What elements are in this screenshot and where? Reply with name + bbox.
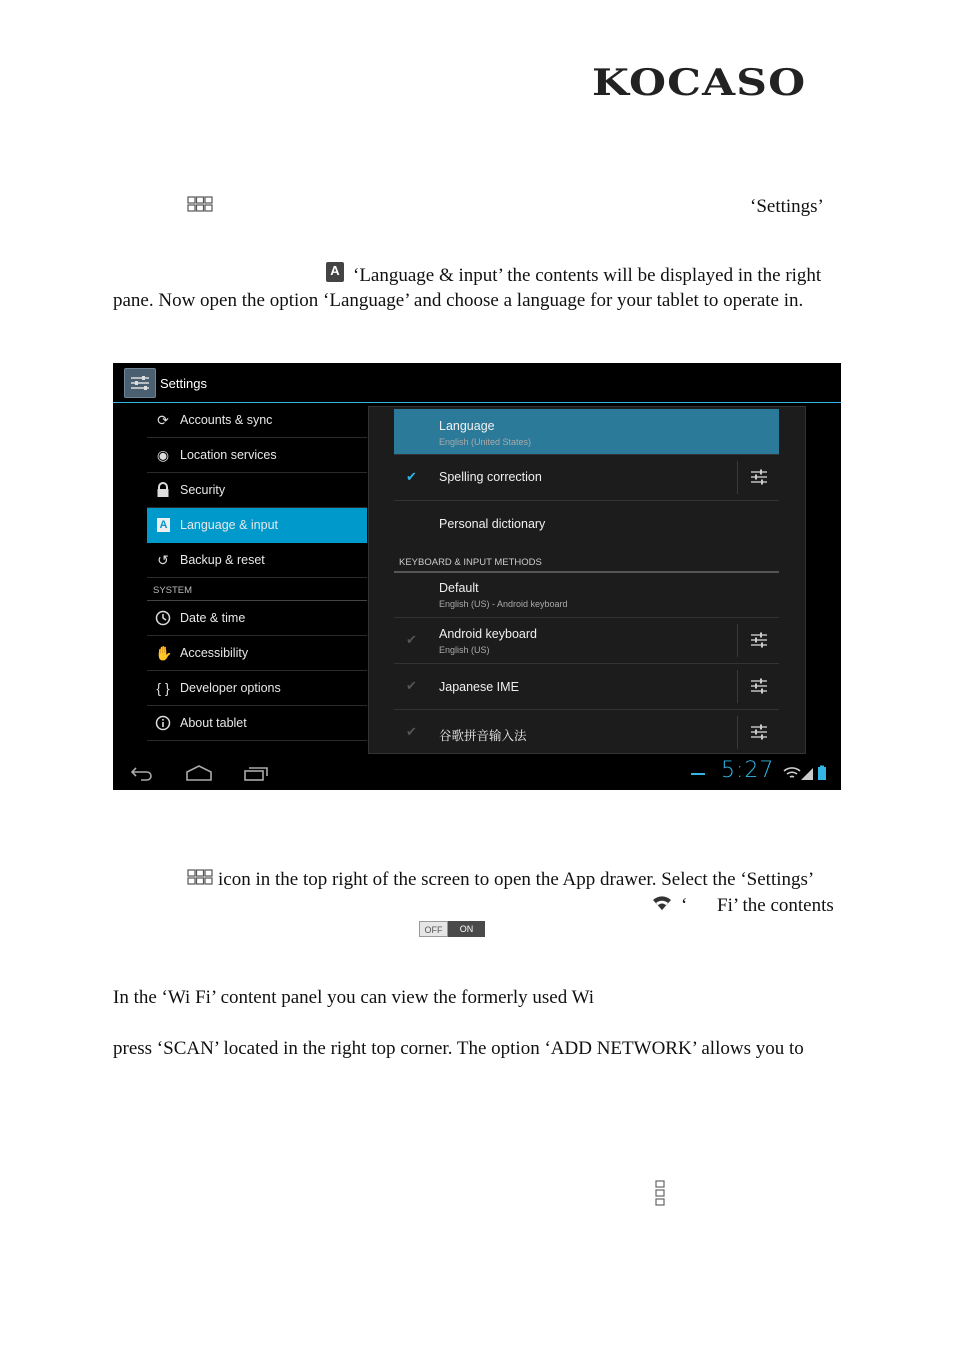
settings-tune-icon[interactable] bbox=[750, 677, 768, 695]
wifi-signal-battery-icon bbox=[783, 764, 831, 782]
menu-label: About tablet bbox=[180, 716, 247, 730]
notification-dash bbox=[691, 773, 705, 775]
settings-left-menu bbox=[147, 403, 367, 741]
pref-language[interactable] bbox=[394, 409, 779, 455]
pref-subtitle: English (United States) bbox=[439, 437, 532, 447]
toggle-off-label: OFF bbox=[419, 921, 448, 937]
menu-about-tablet[interactable] bbox=[147, 706, 367, 741]
overflow-menu-icon bbox=[654, 1180, 666, 1206]
pref-title: 谷歌拼音输入法 bbox=[439, 728, 527, 743]
check-icon: ✔ bbox=[406, 678, 417, 693]
info-icon bbox=[155, 715, 171, 731]
section-label: SYSTEM bbox=[153, 585, 193, 596]
wifi-toggle[interactable] bbox=[419, 921, 485, 937]
system-section-header bbox=[147, 578, 367, 601]
settings-tune-icon[interactable] bbox=[750, 723, 768, 741]
divider bbox=[737, 461, 738, 494]
recent-apps-icon[interactable] bbox=[243, 764, 269, 782]
menu-label: Location services bbox=[180, 448, 277, 462]
settings-screenshot bbox=[113, 363, 841, 790]
pref-google-pinyin[interactable] bbox=[394, 710, 779, 755]
language-input-icon: A bbox=[326, 262, 344, 282]
doc-settings-word: ‘Settings’ bbox=[750, 196, 824, 217]
doc-line-3: pane. Now open the option ‘Language’ and choose a language for your tablet to operate in. bbox=[113, 290, 804, 311]
menu-label: Date & time bbox=[180, 611, 246, 625]
home-icon[interactable] bbox=[185, 764, 213, 782]
pref-default[interactable] bbox=[394, 572, 779, 618]
keyboard-section-header bbox=[394, 553, 779, 573]
pref-title: Japanese IME bbox=[439, 680, 519, 694]
settings-right-pane bbox=[368, 406, 806, 754]
toggle-on-label: ON bbox=[448, 921, 485, 937]
menu-label: Accounts & sync bbox=[180, 413, 273, 427]
hand-icon: ✋ bbox=[155, 645, 173, 661]
menu-label: Backup & reset bbox=[180, 553, 265, 567]
pref-title: Spelling correction bbox=[439, 470, 542, 484]
kocaso-logo: KOCASO bbox=[592, 62, 807, 104]
menu-developer-options[interactable] bbox=[147, 671, 367, 706]
lock-icon bbox=[155, 482, 171, 498]
menu-label: Developer options bbox=[180, 681, 281, 695]
menu-date-time[interactable] bbox=[147, 601, 367, 636]
pref-android-keyboard[interactable] bbox=[394, 618, 779, 664]
pref-title: Personal dictionary bbox=[439, 517, 546, 531]
back-icon[interactable] bbox=[129, 764, 155, 782]
settings-title: Settings bbox=[160, 376, 207, 391]
menu-location-services[interactable] bbox=[147, 438, 367, 473]
check-icon[interactable]: ✔ bbox=[406, 469, 417, 484]
settings-tune-icon[interactable] bbox=[750, 468, 768, 486]
app-drawer-icon bbox=[187, 196, 213, 212]
divider bbox=[737, 716, 738, 749]
doc-line-4: icon in the top right of the screen to open the App drawer. Select the ‘Settings’ bbox=[218, 869, 815, 890]
status-clock: 5:27 bbox=[721, 758, 775, 783]
system-nav-bar bbox=[113, 758, 841, 790]
doc-line-7: press ‘SCAN’ located in the right top corner. The option ‘ADD NETWORK’ allows you to bbox=[113, 1038, 804, 1059]
section-label: KEYBOARD & INPUT METHODS bbox=[399, 557, 542, 568]
settings-app-icon bbox=[124, 368, 156, 398]
menu-backup-reset[interactable] bbox=[147, 543, 367, 578]
pref-title: Language bbox=[439, 419, 495, 433]
language-icon: A bbox=[157, 518, 170, 532]
doc-line-5a: ‘ bbox=[681, 895, 688, 916]
menu-accessibility[interactable] bbox=[147, 636, 367, 671]
pref-japanese-ime[interactable] bbox=[394, 664, 779, 710]
clock-icon bbox=[155, 610, 171, 626]
braces-icon: { } bbox=[156, 680, 170, 696]
backup-icon: ↺ bbox=[157, 552, 169, 568]
menu-language-input[interactable] bbox=[147, 508, 367, 543]
doc-line-6: In the ‘Wi Fi’ content panel you can view the formerly used Wi bbox=[113, 987, 595, 1008]
settings-tune-icon[interactable] bbox=[750, 631, 768, 649]
pref-title: Default bbox=[439, 581, 479, 595]
pref-spelling-correction[interactable] bbox=[394, 455, 779, 501]
menu-label: Security bbox=[180, 483, 226, 497]
doc-line-5b: Fi’ the contents bbox=[717, 895, 834, 916]
menu-label: Accessibility bbox=[180, 646, 249, 660]
wifi-icon bbox=[652, 895, 672, 911]
app-drawer-icon bbox=[187, 869, 213, 885]
divider bbox=[737, 670, 738, 703]
pref-subtitle: English (US) bbox=[439, 645, 490, 655]
location-icon: ◉ bbox=[156, 447, 170, 463]
menu-accounts-sync[interactable] bbox=[147, 403, 367, 438]
pref-subtitle: English (US) - Android keyboard bbox=[439, 599, 568, 609]
check-icon: ✔ bbox=[406, 724, 417, 739]
menu-label: Language & input bbox=[180, 518, 279, 532]
doc-line-2: ‘Language & input’ the contents will be displayed in the right bbox=[353, 265, 822, 286]
pref-title: Android keyboard bbox=[439, 627, 537, 641]
action-bar bbox=[113, 363, 841, 403]
check-icon: ✔ bbox=[406, 632, 417, 647]
menu-security[interactable] bbox=[147, 473, 367, 508]
divider bbox=[737, 624, 738, 657]
sync-icon: ⟳ bbox=[157, 412, 169, 428]
pref-personal-dictionary[interactable] bbox=[394, 501, 779, 546]
